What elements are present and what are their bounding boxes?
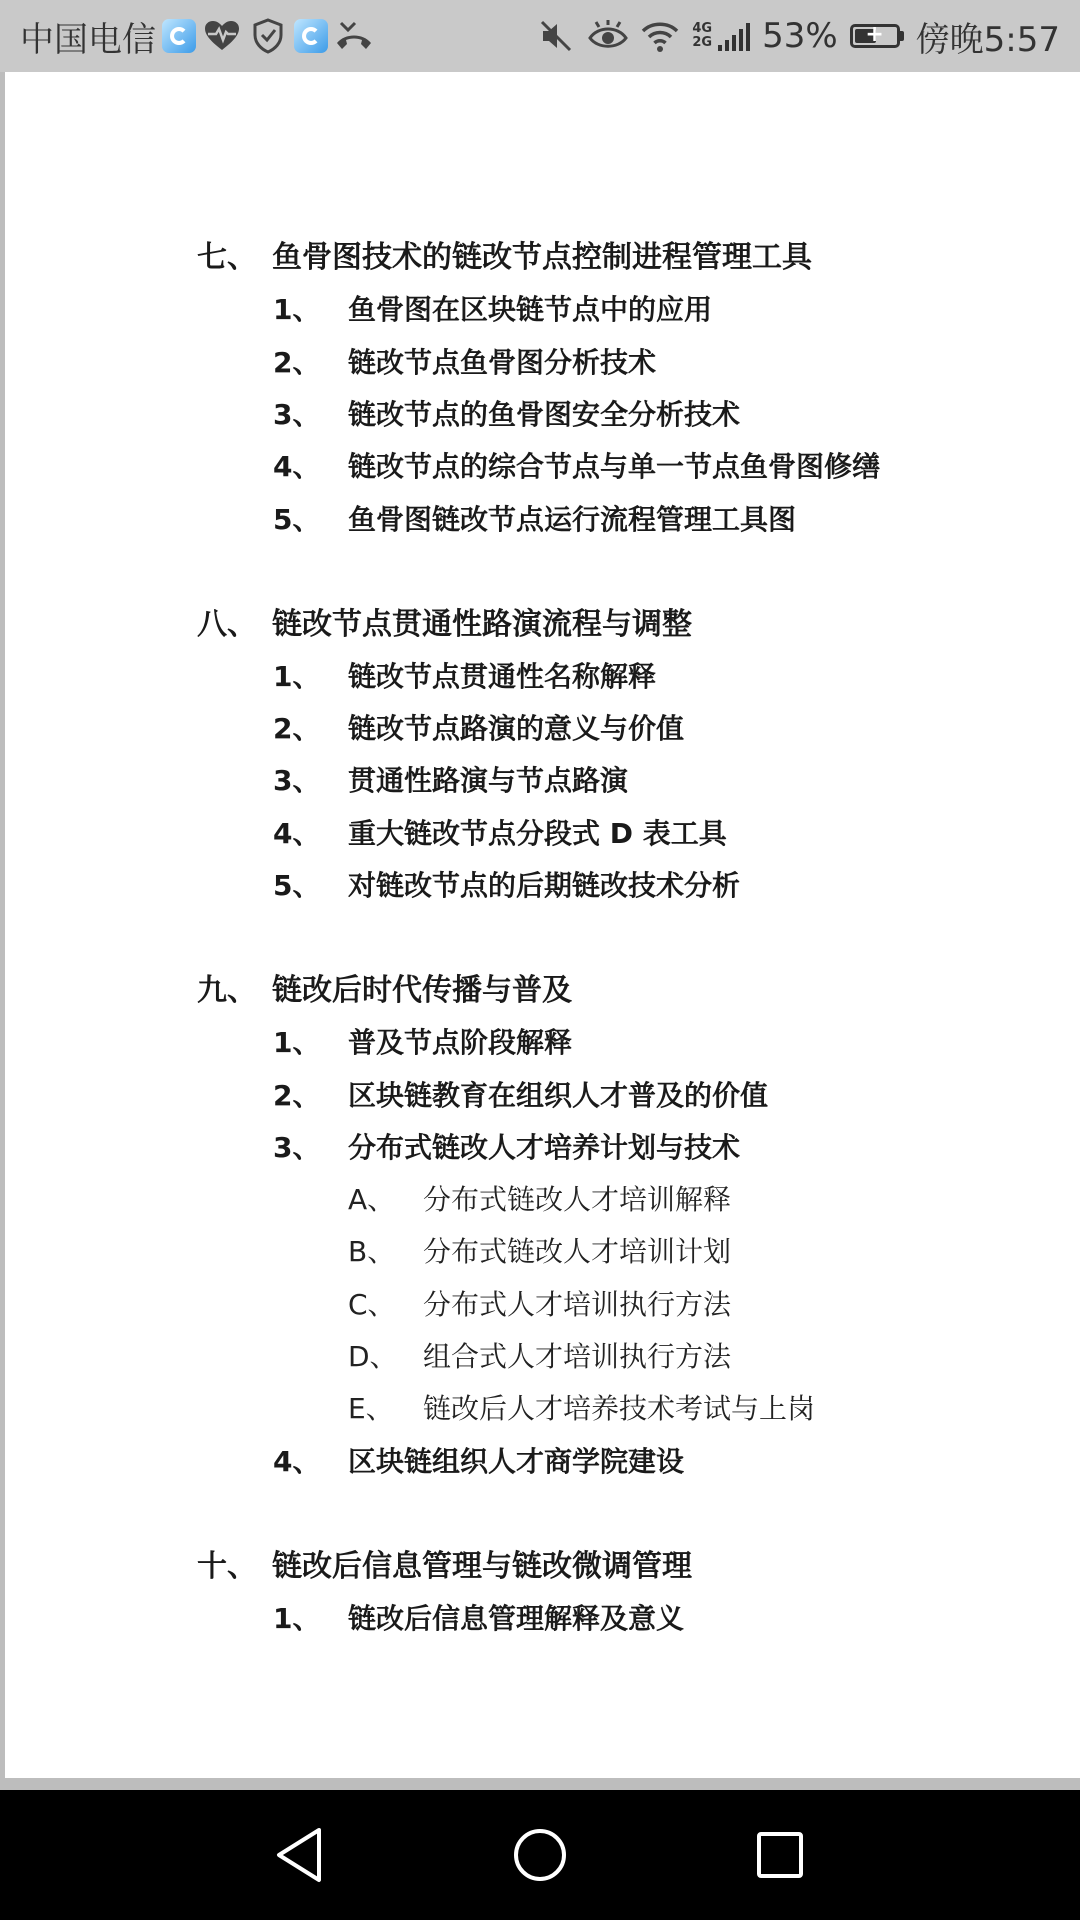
document-viewer[interactable]: [0, 72, 1080, 1790]
outline-number: 3、: [273, 398, 321, 431]
document-page[interactable]: [5, 72, 1080, 1778]
mute-icon: [536, 16, 576, 56]
outline-number: D、: [348, 1340, 398, 1373]
outline-number: 2、: [273, 712, 321, 745]
outline-text: 分布式链改人才培训计划: [423, 1235, 732, 1268]
missed-call-icon: [334, 16, 374, 56]
outline-text: 组合式人才培训执行方法: [423, 1340, 732, 1373]
home-circle-icon: [505, 1820, 575, 1890]
outline-text: 链改节点的综合节点与单一节点鱼骨图修缮: [348, 450, 881, 483]
carrier-label: 中国电信: [20, 19, 156, 60]
network-type-label: [692, 22, 712, 50]
outline-text: 分布式人才培训执行方法: [423, 1288, 732, 1321]
outline-text: 区块链组织人才商学院建设: [348, 1445, 685, 1478]
outline-number: 1、: [273, 660, 321, 693]
outline-text: 链改节点路演的意义与价值: [348, 712, 685, 745]
recents-button[interactable]: [735, 1810, 825, 1900]
battery-icon: [850, 24, 904, 48]
battery-percent: 53%: [762, 16, 838, 56]
outline-number: 4、: [273, 450, 321, 483]
outline-number: 1、: [273, 293, 321, 326]
clock: 傍晚5:57: [915, 19, 1060, 60]
outline-number: 九、: [197, 973, 257, 1008]
outline-text: 鱼骨图技术的链改节点控制进程管理工具: [272, 240, 812, 275]
browser-app-icon-2: [294, 19, 328, 53]
heartbeat-icon: [202, 16, 242, 56]
outline-text: 分布式链改人才培养计划与技术: [348, 1131, 741, 1164]
outline-text: 重大链改节点分段式 D 表工具: [348, 817, 727, 850]
charging-plus-icon: +: [865, 22, 884, 47]
outline-text: 链改后信息管理与链改微调管理: [272, 1549, 692, 1584]
outline-text: 链改后人才培养技术考试与上岗: [423, 1392, 816, 1425]
back-button[interactable]: [255, 1810, 345, 1900]
outline-number: 1、: [273, 1602, 321, 1635]
outline-number: 4、: [273, 817, 321, 850]
outline-number: E、: [348, 1392, 394, 1425]
back-triangle-icon: [265, 1820, 335, 1890]
shield-icon: [248, 16, 288, 56]
outline-text: 分布式链改人才培训解释: [423, 1183, 732, 1216]
outline-number: 3、: [273, 764, 321, 797]
network-type-bottom: 2G: [692, 35, 713, 50]
eye-comfort-icon: [588, 16, 628, 56]
navigation-bar: [0, 1790, 1080, 1920]
outline-number: 十、: [197, 1549, 257, 1584]
outline-text: 普及节点阶段解释: [348, 1026, 573, 1059]
browser-app-icon: [162, 19, 196, 53]
outline-text: 链改节点鱼骨图分析技术: [348, 346, 657, 379]
signal-strength-icon: [718, 21, 750, 51]
outline-text: 链改节点贯通性名称解释: [348, 660, 657, 693]
recents-square-icon: [745, 1820, 815, 1890]
outline-number: 3、: [273, 1131, 321, 1164]
outline-number: 5、: [273, 869, 321, 902]
outline-text: 链改后信息管理解释及意义: [348, 1602, 685, 1635]
outline-text: 对链改节点的后期链改技术分析: [348, 869, 741, 902]
outline-text: 鱼骨图链改节点运行流程管理工具图: [348, 503, 797, 536]
outline-number: 4、: [273, 1445, 321, 1478]
outline-text: 区块链教育在组织人才普及的价值: [348, 1079, 769, 1112]
outline-number: 七、: [197, 240, 257, 275]
network-type-top: 4G: [692, 21, 713, 36]
outline-text: 鱼骨图在区块链节点中的应用: [348, 293, 713, 326]
status-bar: [0, 0, 1080, 72]
wifi-icon: [640, 16, 680, 56]
home-button[interactable]: [495, 1810, 585, 1900]
outline-number: 2、: [273, 1079, 321, 1112]
outline-number: 八、: [197, 607, 257, 642]
status-bar-right: [536, 0, 1060, 72]
status-bar-left: [20, 0, 374, 72]
outline-number: C、: [348, 1288, 396, 1321]
outline-number: B、: [348, 1235, 396, 1268]
outline-number: 2、: [273, 346, 321, 379]
outline-number: A、: [348, 1183, 396, 1216]
outline-text: 贯通性路演与节点路演: [348, 764, 629, 797]
outline-number: 5、: [273, 503, 321, 536]
outline-text: 链改后时代传播与普及: [272, 973, 572, 1008]
outline-text: 链改节点贯通性路演流程与调整: [272, 607, 692, 642]
outline-number: 1、: [273, 1026, 321, 1059]
outline-text: 链改节点的鱼骨图安全分析技术: [348, 398, 741, 431]
